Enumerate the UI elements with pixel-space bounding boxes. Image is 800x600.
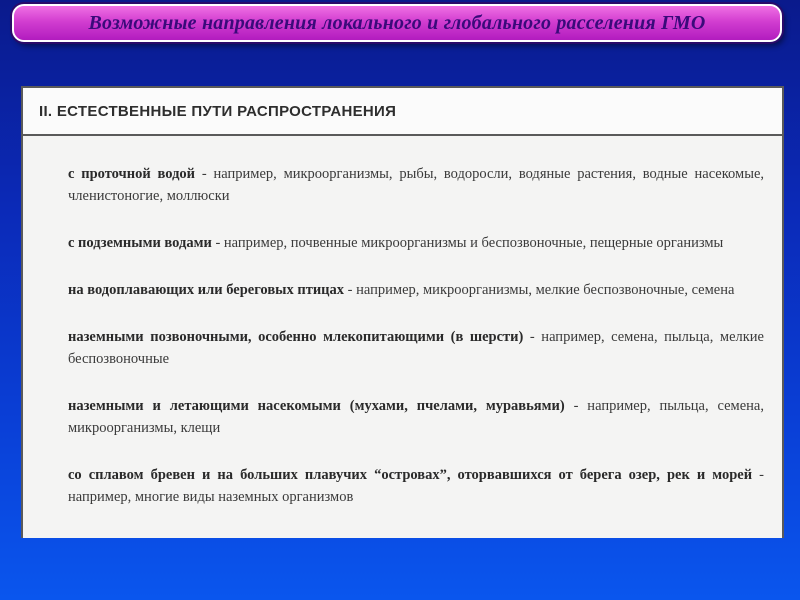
entry-text: - например, пыльца, семена, микроорганизмы, клещи [68, 397, 764, 436]
entry-lead: с проточной водой [68, 165, 196, 182]
list-item [68, 464, 764, 508]
list-item [68, 163, 764, 207]
entry-lead: со сплавом бревен и на больших плавучих “островах”, оторвавшихся от берега озер, рек и морей [68, 466, 753, 483]
entry-text: - например, многие виды наземных организмов [68, 466, 764, 505]
entries-list [21, 136, 784, 538]
list-item [68, 279, 764, 301]
list-item [68, 232, 764, 254]
entry-text: - например, микроорганизмы, рыбы, водоросли, водяные растения, водные насекомые, членистоногие, моллюски [68, 165, 765, 204]
entry-text: - например, почвенные микроорганизмы и беспозвоночные, пещерные организмы [211, 234, 724, 251]
list-item [68, 395, 764, 439]
entry-lead: наземными и летающими насекомыми (мухами, пчелами, муравьями) [68, 397, 565, 414]
list-item [68, 326, 764, 370]
section-heading: II. ЕСТЕСТВЕННЫЕ ПУТИ РАСПРОСТРАНЕНИЯ [39, 102, 397, 120]
entry-lead: наземными позвоночными, особенно млекопитающими (в шерсти) [68, 328, 524, 345]
entry-text: - например, микроорганизмы, мелкие беспозвоночные, семена [344, 281, 735, 298]
entry-lead: с подземными водами [68, 234, 212, 251]
entry-lead: на водоплавающих или береговых птицах [68, 281, 345, 298]
document-panel [21, 86, 784, 538]
entry-text: - например, семена, пыльца, мелкие беспозвоночные [68, 328, 764, 367]
title-banner [12, 4, 782, 42]
section-header [21, 86, 784, 136]
slide-title: Возможные направления локального и глобального расселения ГМО [88, 11, 706, 34]
